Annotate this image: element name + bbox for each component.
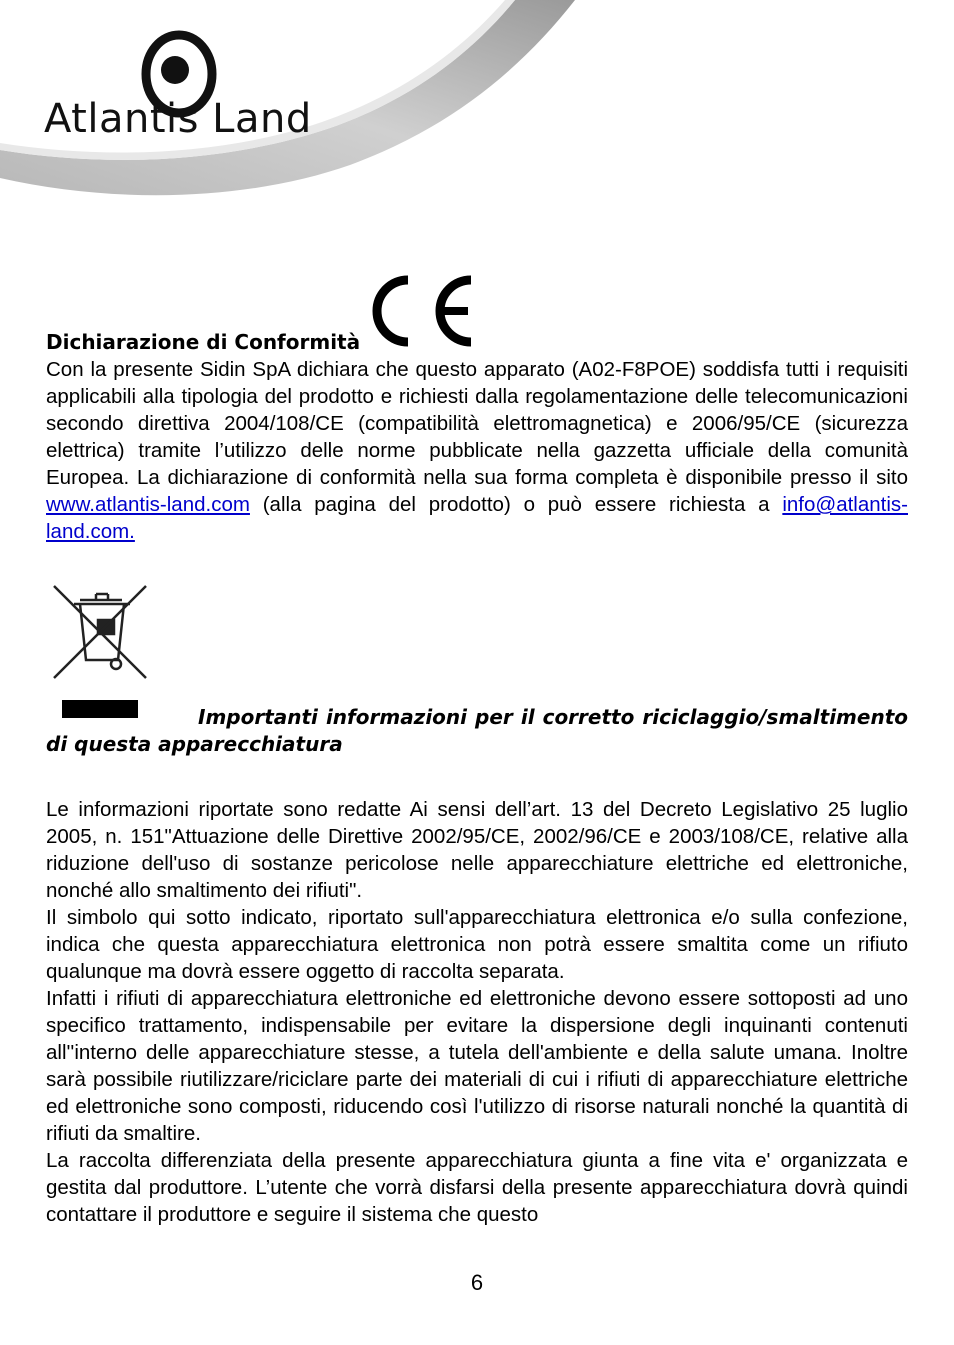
weee-paragraph: La raccolta differenziata della presente apparecchiatura giunta a fine vita e' organizzata e gestita dal produttore. L’utente che vorrà disfarsi della presente apparecchiatura dovrà quindi contattare il produttore e seguire il sistema che questo [46,1149,908,1226]
declaration-title: Dichiarazione di Conformità [46,330,361,354]
declaration-section [46,272,908,545]
declaration-text-part: (alla pagina del prodotto) o può essere richiesta a [249,493,783,516]
ce-mark-icon [368,272,476,350]
declaration-title-row [46,272,908,356]
weee-paragraph: Infatti i rifiuti di apparecchiatura elettroniche ed elettroniche devono essere sottoposti ad uno specifico trattamento, indispensabile per evitare la dispersione degli inquinanti contenuti all''interno delle apparecchiature stesse, a tutela dell'ambiente e della salute umana. Inoltre sarà possibile riutilizzare/riciclare parte dei materiali di cui i rifiuti di apparecchiature elettriche ed elettroniche sono composti, riducendo così l'utilizzo di risorse naturali nonché la quantità di rifiuti da smaltire. [46,987,908,1145]
weee-heading: Importanti informazioni per il corretto riciclaggio/smaltimento di questa apparecchiatura [46,705,908,756]
brand-name: Atlantis Land [44,96,312,142]
declaration-text-part: Con la presente Sidin SpA dichiara che questo apparato (A02-F8POE) soddisfa tutti i requisiti applicabili alla tipologia del prodotto e richiesti dalla regolamentazione delle telecomunicazioni secondo direttiva 2004/108/CE (compatibilità elettromagnetica) e 2006/95/CE (sicurezza elettrica) tramite l’utilizzo delle norme pubblicate nella gazzetta ufficiale della comunità Europea. La dichiarazione di conformità nella sua forma completa è disponibile presso il sito [46,358,908,489]
page-number: 6 [470,1270,484,1295]
weee-paragraph: Il simbolo qui sotto indicato, riportato sull'apparecchiatura elettronica e/o sulla confezione, indica che questa apparecchiatura elettronica non potrà essere smaltita come un rifiuto qualunque ma dovrà essere oggetto di raccolta separata. [46,906,908,983]
weee-crossed-bin-icon [50,582,150,722]
declaration-text [46,356,908,545]
weee-paragraph: Le informazioni riportate sono redatte Ai sensi dell’art. 13 del Decreto Legislativo 25 luglio 2005, n. 151"Attuazione delle Direttive 2002/95/CE, 2002/96/CE e 2003/108/CE, relative alla riduzione dell'uso di sostanze pericolose nelle apparecchiature elettriche ed elettroniche, nonché allo smaltimento dei rifiuti". [46,798,908,902]
email-link[interactable]: info@atlantis-land.com. [46,493,908,543]
website-link[interactable]: www.atlantis-land.com [46,493,250,516]
weee-body [46,796,908,1228]
